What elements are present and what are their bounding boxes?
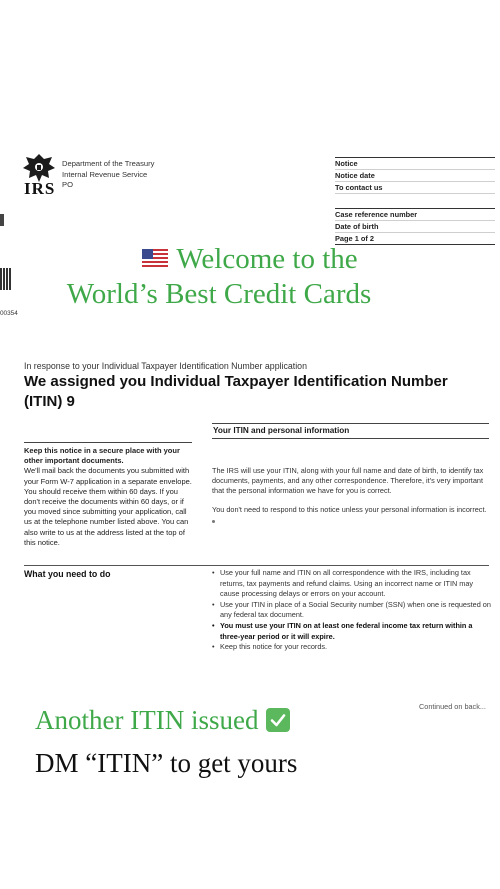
list-item: • Keep this notice for your records. [212,642,494,653]
notice-info-box [335,157,495,194]
case-reference-label: Case reference number [335,208,495,221]
response-line: In response to your Individual Taxpayer Identification Number application [24,361,307,371]
keep-notice-block [24,446,194,548]
document-number: 00354 [0,310,18,317]
dm-call-to-action: DM “ITIN” to get yours [35,748,298,778]
agency-line: Department of the Treasury [62,159,155,168]
what-you-need-heading: What you need to do [24,569,111,579]
welcome-text: Welcome to the [176,243,358,275]
agency-line: PO [62,180,73,190]
agency-line: Internal Revenue Service [62,169,148,179]
notice-label: Notice [335,157,495,170]
page-number-label: Page 1 of 2 [335,233,495,245]
welcome-title-line2: World’s Best Credit Cards [66,278,372,310]
itin-paragraph: The IRS will use your ITIN, along with your full name and date of birth, to identify tax documents, payments, and any other correspondence. Therefore, it's very important that the personal information we have for you is correct. [212,466,484,496]
continued-note: Continued on back... [419,702,486,711]
dot-mark [212,520,215,523]
caption-text: Another ITIN issued [35,705,259,735]
itin-info-block [212,466,492,523]
irs-logo-text: IRS [24,179,56,198]
date-of-birth-label: Date of birth [335,221,495,233]
instructions-list [212,568,494,653]
case-info-box [335,208,495,245]
list-item: • Use your full name and ITIN on all correspondence with the IRS, including tax returns, tax payments and refund claims. Using an incorrect name or ITIN may cause processing delays or errors on your account. [212,568,494,600]
edge-mark [0,214,4,226]
section-divider [24,565,489,566]
check-mark-button-icon [266,708,290,732]
welcome-title-line1 [0,243,500,276]
keep-notice-body: We'll mail back the documents you submitted with your Form W-7 application in a separate envelope. You should receive them within 60 days. If you don't receive the documents within 60 days, or if you moved since submitting your application, call us at the telephone number listed above. You can also write to us at the address listed at the top of this notice. [24,466,192,547]
section-divider [24,442,192,443]
notice-date-label: Notice date [335,170,495,182]
headline-line1: We assigned you Individual Taxpayer Identification Number [24,373,448,390]
keep-notice-heading: Keep this notice in a secure place with your other important documents. [24,446,180,466]
contact-label: To contact us [335,182,495,194]
list-item: • Use your ITIN in place of a Social Security number (SSN) when one is requested on any federal tax document. [212,600,494,621]
itin-section-heading: Your ITIN and personal information [212,423,489,439]
agency-address [62,159,154,191]
list-item: • You must use your ITIN on at least one federal income tax return within a three-year period or it will expire. [212,621,494,642]
another-itin-caption [35,705,290,736]
itin-paragraph: You don't need to respond to this notice unless your personal information is incorrect. [212,504,487,514]
us-flag-icon [142,249,168,267]
headline-line2: (ITIN) 9 [24,393,75,410]
letter-headline [24,372,448,412]
